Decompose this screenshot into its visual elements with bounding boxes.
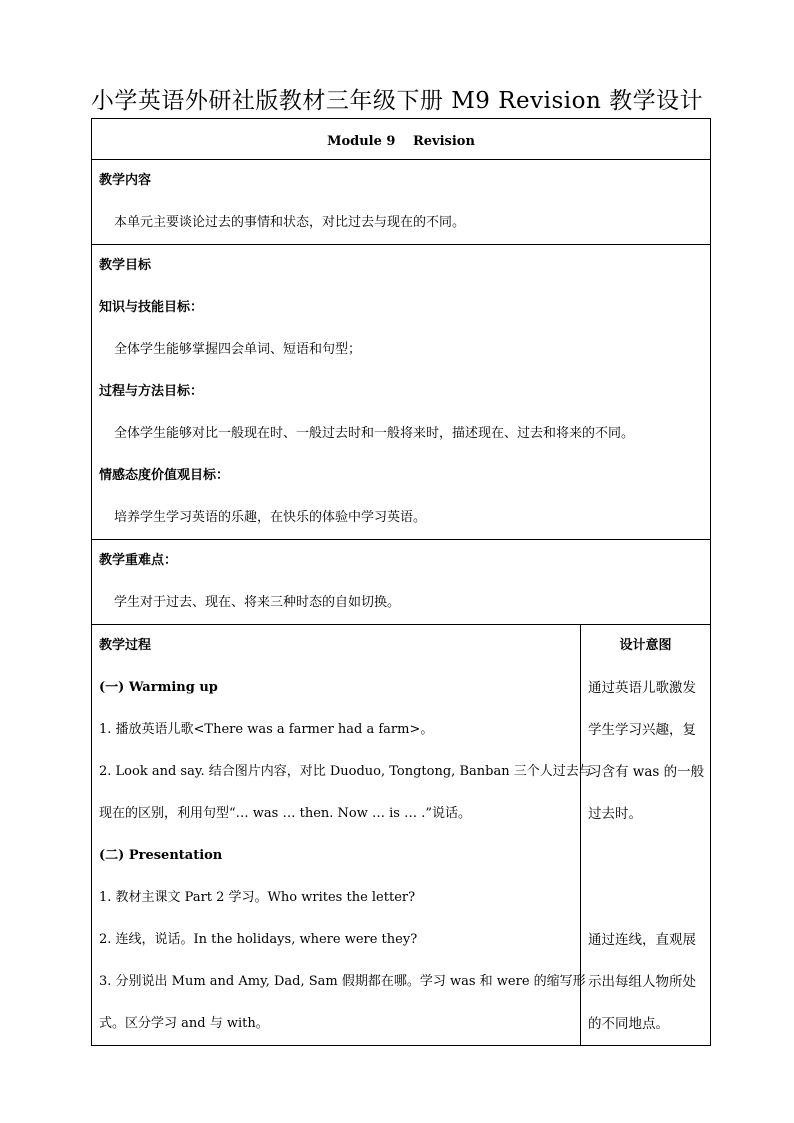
design-intent-section [581, 625, 711, 1046]
design-intent-line: 通过连线，直观展 [588, 932, 696, 948]
design-intent-line: 的不同地点。 [588, 1016, 669, 1032]
process-goal-text: 全体学生能够对比一般现在时、一般过去时和一般将来时，描述现在、过去和将来的不同。 [114, 426, 635, 441]
design-intent-heading: 设计意图 [619, 638, 672, 653]
process-line: (二) Presentation [99, 848, 223, 863]
knowledge-goal-text: 全体学生能够掌握四会单词、短语和句型； [114, 342, 362, 357]
process-line: 式。区分学习 and 与 with。 [99, 1016, 269, 1031]
emotion-goal-heading: 情感态度价值观目标： [99, 468, 230, 483]
design-intent-line [581, 877, 710, 919]
process-heading: 教学过程 [99, 638, 152, 653]
content-heading: 教学内容 [99, 173, 152, 188]
design-intent-line: 过去时。 [588, 806, 642, 822]
process-line: 1. 播放英语儿歌<There was a farmer had a farm>。 [99, 722, 434, 737]
design-intent-line: 习含有 was 的一般 [588, 764, 705, 780]
design-intent-line: 通过英语儿歌激发 [588, 680, 696, 696]
process-line: (一) Warming up [99, 680, 218, 695]
key-points-section [92, 540, 711, 625]
emotion-goal-text: 培养学生学习英语的乐趣，在快乐的体验中学习英语。 [114, 510, 427, 525]
design-intent-line [581, 835, 710, 877]
document-title: 小学英语外研社版教材三年级下册 M9 Revision 教学设计 [90, 88, 704, 114]
goals-heading: 教学目标 [99, 258, 152, 273]
process-line: 2. Look and say. 结合图片内容，对比 Duoduo, Tongtong, Banban 三个人过去与 [99, 764, 592, 779]
process-goal-heading: 过程与方法目标： [99, 384, 204, 399]
knowledge-goal-heading: 知识与技能目标： [99, 300, 204, 315]
module-title: Module 9 Revision [92, 119, 711, 160]
content-section [92, 160, 711, 245]
process-section [92, 625, 592, 1046]
design-intent-line: 示出每组人物所处 [588, 974, 696, 990]
process-line: 2. 连线，说话。In the holidays, where were they? [99, 932, 418, 947]
goals-section [92, 245, 711, 540]
process-line: 1. 教材主课文 Part 2 学习。Who writes the letter? [99, 890, 416, 905]
key-points-text: 学生对于过去、现在、将来三种时态的自如切换。 [114, 595, 401, 610]
design-intent-line: 学生学习兴趣，复 [588, 722, 696, 738]
key-points-heading: 教学重难点： [99, 553, 178, 568]
content-text: 本单元主要谈论过去的事情和状态，对比过去与现在的不同。 [114, 215, 466, 230]
process-line: 3. 分别说出 Mum and Amy, Dad, Sam 假期都在哪。学习 was 和 were 的缩写形 [99, 974, 586, 989]
lesson-plan-table [91, 118, 711, 1046]
process-line: 现在的区别，利用句型“… was … then. Now … is … .”说话。 [99, 806, 471, 821]
